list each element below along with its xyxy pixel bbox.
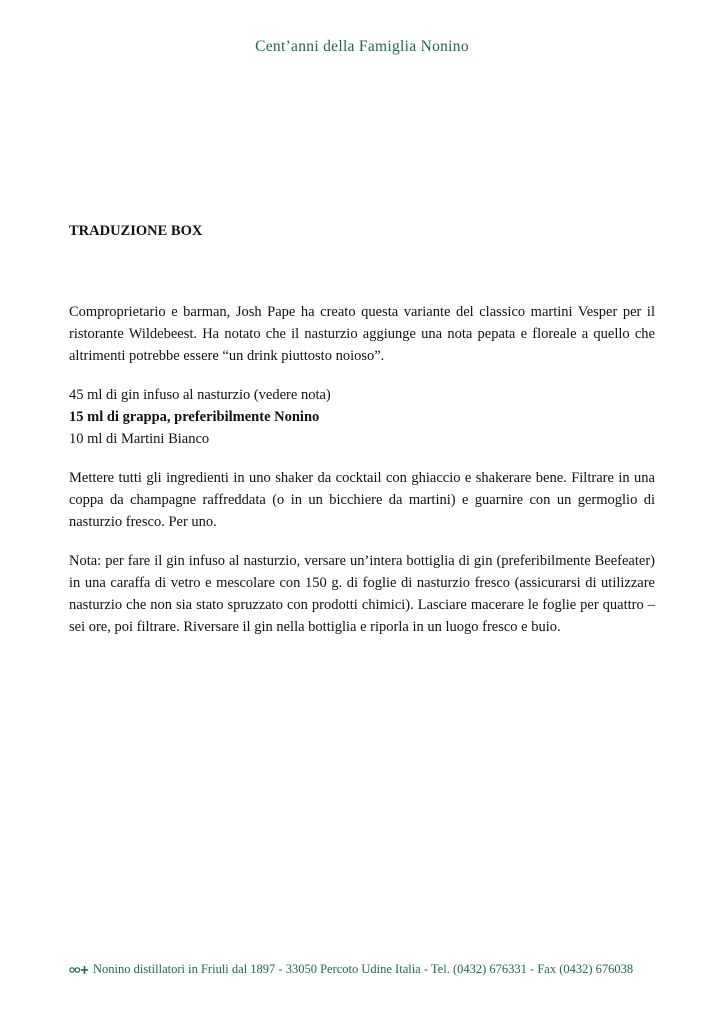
- footer-text: Nonino distillatori in Friuli dal 1897 - 33050 Percoto Udine Italia - Tel. (0432) 676331 - Fax (0432) 676038: [93, 962, 634, 976]
- intro-paragraph: [69, 301, 655, 367]
- section-title: TRADUZIONE BOX: [69, 223, 203, 239]
- nonino-logo-icon: [69, 964, 89, 976]
- ingredient-gin: 45 ml di gin infuso al nasturzio (vedere nota): [69, 387, 331, 403]
- note-paragraph: [69, 550, 655, 638]
- header-title: Cent’anni della Famiglia Nonino: [255, 38, 469, 55]
- method-text: Mettere tutti gli ingredienti in uno shaker da cocktail con ghiaccio e shakerare bene. Filtrare in una coppa da champagne raffreddata (o in un bicchiere da martini) e guarnire con un germoglio di nasturzio fresco. Per uno.: [69, 470, 655, 530]
- note-text: Nota: per fare il gin infuso al nasturzio, versare un’intera bottiglia di gin (preferibilmente Beefeater) in una caraffa di vetro e mescolare con 150 g. di foglie di nasturzio fresco (assicurarsi di utilizzare nasturzio che non sia stato spruzzato con prodotti chimici). Lasciare macerare le foglie per quattro – sei ore, poi filtrare. Riversare il gin nella bottiglia e riporla in un luogo fresco e buio.: [69, 553, 655, 635]
- ingredient-grappa: 15 ml di grappa, preferibilmente Nonino: [69, 409, 320, 425]
- page-header: [0, 38, 724, 56]
- intro-text: Comproprietario e barman, Josh Pape ha creato questa variante del classico martini Vesper per il ristorante Wildebeest. Ha notato che il nasturzio aggiunge una nota pepata e floreale a quello che altrimenti potrebbe essere “un drink piuttosto noioso”.: [69, 304, 655, 364]
- ingredient-list: [69, 384, 655, 450]
- page-footer: [69, 962, 655, 977]
- method-paragraph: [69, 467, 655, 533]
- ingredient-martini: 10 ml di Martini Bianco: [69, 431, 210, 447]
